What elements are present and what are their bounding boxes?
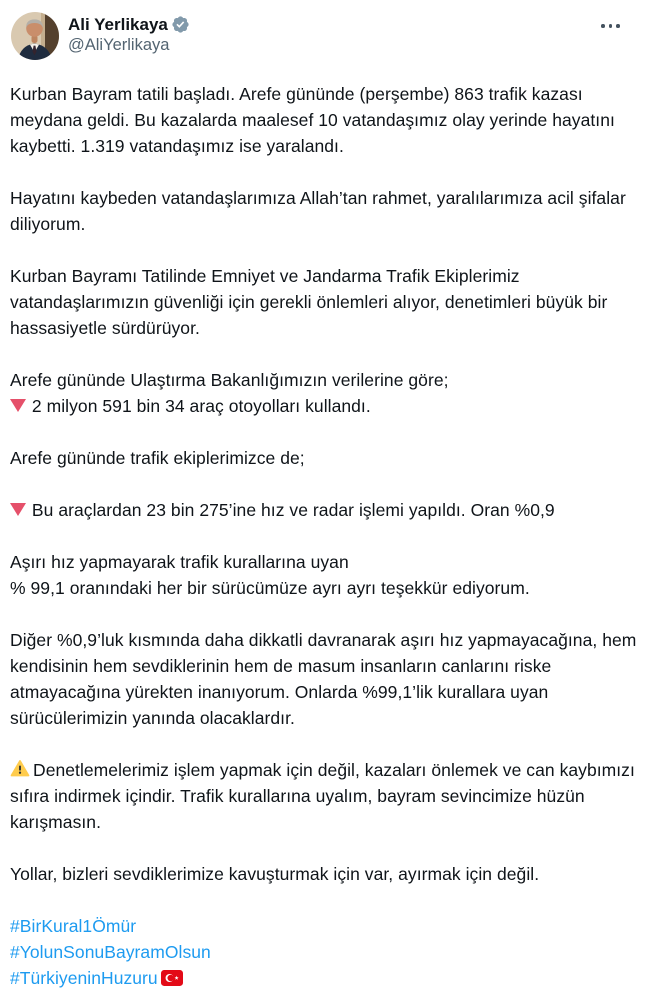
tweet-paragraph: Yollar, bizleri sevdiklerimize kavuşturmak için var, ayırmak için değil. xyxy=(10,864,540,884)
tweet-header xyxy=(0,0,650,60)
warning-icon xyxy=(10,757,33,783)
tweet-paragraph: Denetlemelerimiz işlem yapmak için değil, kazaları önlemek ve can kaybımızı sıfıra indirmek içindir. Trafik kurallarına uyalım, bayram sevincimize hüzün karışmasın. xyxy=(10,757,638,835)
tweet-paragraph: Aşırı hız yapmayarak trafik kurallarına uyan % 99,1 oranındaki her bir sürücümüze ayrı ayrı teşekkür ediyorum. xyxy=(10,552,530,598)
tweet-paragraph xyxy=(10,913,638,991)
verified-badge-icon xyxy=(171,15,190,34)
identity-block xyxy=(68,12,190,56)
tweet-paragraph: Arefe gününde Ulaştırma Bakanlığımızın verilerine göre; 2 milyon 591 bin 34 araç otoyolları kullandı. xyxy=(10,370,449,416)
avatar[interactable] xyxy=(11,12,59,60)
tweet-paragraph: Diğer %0,9’luk kısmında daha dikkatli davranarak aşırı hız yapmayacağına, hem kendisinin hem sevdiklerinin hem de masum insanların canlarını riske atmayacağına yürekten inanıyorum. Onlarda %99,1’lik kurallara uyan sürücülerimizin yanında olacaklardır. xyxy=(10,630,637,728)
red-triangle-down-icon xyxy=(10,503,26,516)
user-handle[interactable]: @AliYerlikaya xyxy=(68,36,170,54)
hashtag-link[interactable]: #YolunSonuBayramOlsun xyxy=(10,942,211,962)
hashtag-link[interactable]: #BirKural1Ömür xyxy=(10,916,137,936)
tweet-paragraph: Bu araçlardan 23 bin 275’ine hız ve radar işlemi yapıldı. Oran %0,9 xyxy=(10,497,638,523)
tweet-paragraph: Kurban Bayramı Tatilinde Emniyet ve Jandarma Trafik Ekiplerimiz vatandaşlarımızın güvenliği için gerekli önlemleri alıyor, denetimleri büyük bir hassasiyetle sürdürüyor. xyxy=(10,266,608,338)
red-triangle-down-icon xyxy=(10,399,26,412)
display-name[interactable]: Ali Yerlikaya xyxy=(68,15,168,34)
hashtag-link[interactable]: #TürkiyeninHuzuru xyxy=(10,968,158,988)
tweet-paragraph: Arefe gününde trafik ekiplerimizce de; xyxy=(10,448,305,468)
turkey-flag-icon xyxy=(158,965,183,991)
tweet-body xyxy=(0,81,650,991)
tweet-paragraph: Hayatını kaybeden vatandaşlarımıza Allah’tan rahmet, yaralılarımıza acil şifalar diliyorum. xyxy=(10,188,626,234)
tweet-paragraph: Kurban Bayram tatili başladı. Arefe gününde (perşembe) 863 trafik kazası meydana geldi. Bu kazalarda maalesef 10 vatandaşımız olay yerinde hayatını kaybetti. 1.319 vatandaşımız ise yaralandı. xyxy=(10,84,615,156)
more-menu-icon[interactable] xyxy=(597,20,624,32)
